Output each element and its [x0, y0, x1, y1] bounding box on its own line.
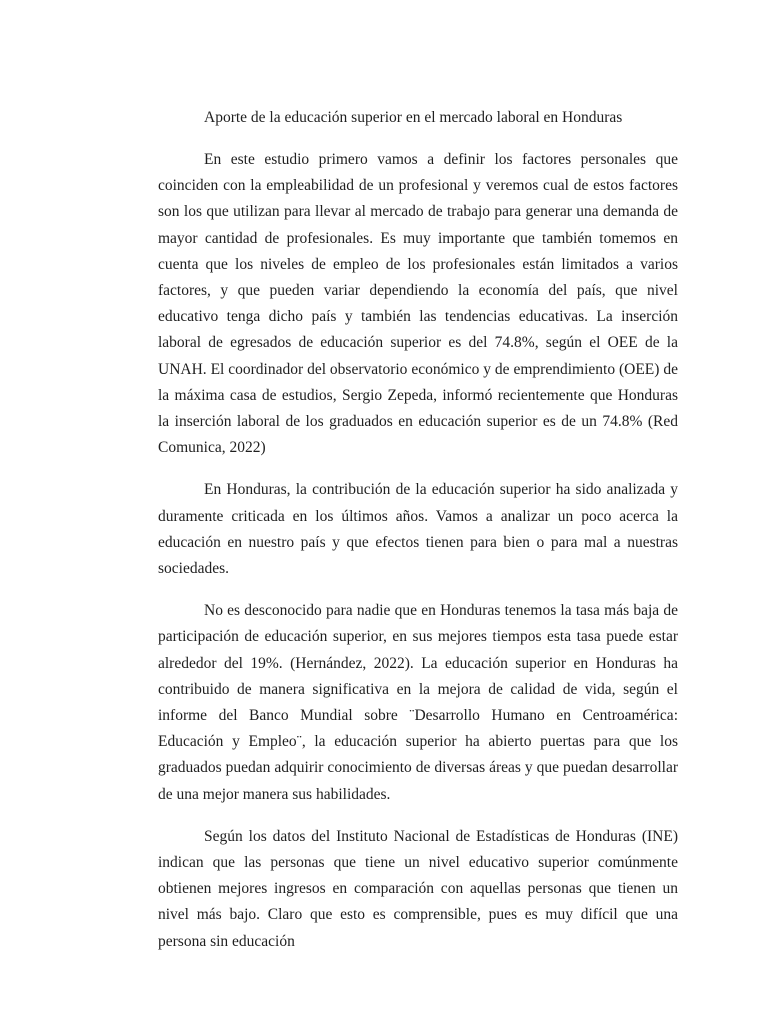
paragraph-2: En Honduras, la contribución de la educación superior ha sido analizada y duramente criticada en los últimos años. Vamos a analizar un poco acerca la educación en nuestro país y que efectos tienen para bien o para mal a nuestras sociedades.: [158, 481, 678, 578]
document-page: [158, 105, 678, 971]
paragraph-3: No es desconocido para nadie que en Honduras tenemos la tasa más baja de participación de educación superior, en sus mejores tiempos esta tasa puede estar alrededor del 19%. (Hernández, 2022). La educación superior en Honduras ha contribuido de manera significativa en la mejora de calidad de vida, según el informe del Banco Mundial sobre ¨Desarrollo Humano en Centroamérica: Educación y Empleo¨, la educación superior ha abierto puertas para que los graduados puedan adquirir conocimiento de diversas áreas y que puedan desarrollar de una mejor manera sus habilidades.: [158, 602, 678, 803]
document-title: Aporte de la educación superior en el mercado laboral en Honduras: [204, 109, 623, 126]
paragraph-4: Según los datos del Instituto Nacional de Estadísticas de Honduras (INE) indican que las personas que tiene un nivel educativo superior comúnmente obtienen mejores ingresos en comparación con aquellas personas que tienen un nivel más bajo. Claro que esto es comprensible, pues es muy difícil que una persona sin educación: [158, 827, 678, 950]
paragraph-1: En este estudio primero vamos a definir los factores personales que coinciden con la empleabilidad de un profesional y veremos cual de estos factores son los que utilizan para llevar al mercado de trabajo para generar una demanda de mayor cantidad de profesionales. Es muy importante que también tomemos en cuenta que los niveles de empleo de los profesionales están limitados a varios factores, y que pueden variar dependiendo la economía del país, que nivel educativo tenga dicho país y también las tendencias educativas. La inserción laboral de egresados de educación superior es del 74.8%, según el OEE de la UNAH. El coordinador del observatorio económico y de emprendimiento (OEE) de la máxima casa de estudios, Sergio Zepeda, informó recientemente que Honduras la inserción laboral de los graduados en educación superior es de un 74.8% (Red Comunica, 2022): [158, 151, 678, 457]
